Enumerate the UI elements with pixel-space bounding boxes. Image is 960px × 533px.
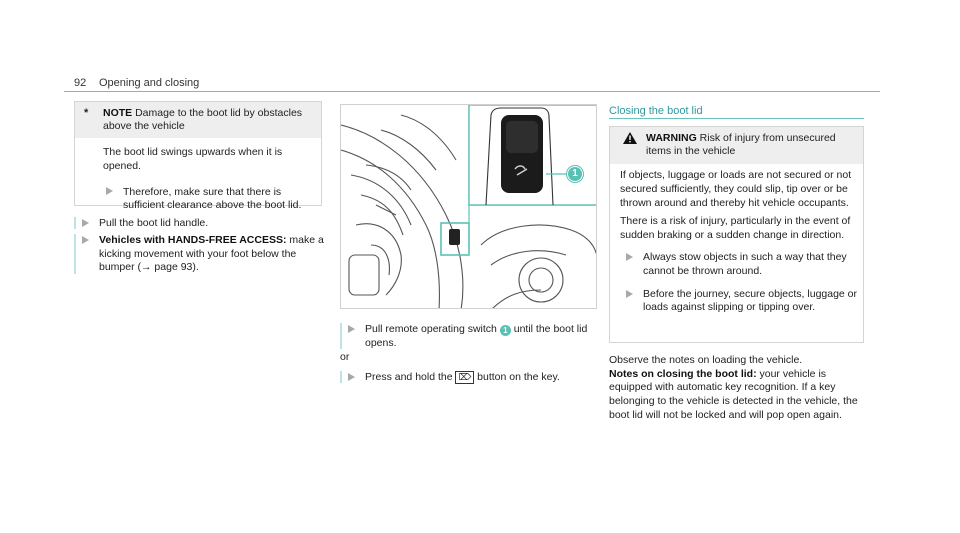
bullet-triangle-icon [626,253,633,261]
page-number: 92 [74,77,87,89]
step-pull-remote-switch [340,323,600,350]
or-text: or [340,351,350,363]
step-text: Pull remote operating switch [365,323,500,335]
note-icon: * [84,107,89,119]
arrow-icon: → [141,261,152,274]
step-pull-handle [74,217,324,231]
step-bar [74,217,76,229]
door-panel-illustration [341,105,597,309]
note-box [74,101,322,212]
warning-box [609,126,864,343]
step-hands-free [74,234,324,275]
bullet-triangle-icon [106,187,113,195]
bullet-triangle-icon [348,325,355,333]
bullet-triangle-icon [626,290,633,298]
section-title: Closing the boot lid [609,105,703,117]
observe-notes [609,354,871,422]
page-reference-link[interactable]: page 93). [151,261,199,274]
note-header [75,102,321,138]
warning-bullet [610,288,863,315]
warning-bullet [610,251,863,278]
observe-bold: Notes on closing the boot lid: [609,367,757,380]
boot-lid-key-icon: ⌦ [455,371,474,384]
header-rule [64,91,880,92]
warning-triangle-icon [623,132,637,144]
step-bold: Vehicles with HANDS-FREE ACCESS: [99,234,287,246]
observe-line: Observe the notes on loading the vehicle. [609,354,803,366]
step-press-key-button [340,371,600,385]
warning-body [610,164,863,242]
boot-lid-switch-figure [340,104,597,309]
note-bullet [103,186,315,213]
warning-paragraph: There is a risk of injury, particularly in the event of sudden braking or a sudden change in direction. [620,215,851,241]
warning-bullet-text: Before the journey, secure objects, luggage or loads against slipping or tipping over. [643,287,858,314]
warning-title: Risk of injury from unsecured items in the vehicle [646,132,836,158]
bullet-triangle-icon [82,236,89,244]
step-text: until the boot lid opens. [365,323,588,349]
step-bar [340,371,342,383]
section-rule [609,118,864,119]
observe-text: your vehicle is equipped with automatic key recognition. If a key belonging to the vehicle is detected in the vehicle, the boot lid will not be locked and will pop open again. [609,367,858,421]
warning-label: WARNING [646,132,697,144]
step-bar [74,234,76,274]
note-label: NOTE [103,107,133,119]
step-text: Pull the boot lid handle. [99,217,209,229]
note-bullet-text: Therefore, make sure that there is sufficient clearance above the boot lid. [123,185,302,212]
callout-marker: 1 [500,325,511,336]
observe-paragraph [609,368,871,423]
step-text: make a kicking movement with your foot below the bumper ( [99,234,324,274]
note-text: The boot lid swings upwards when it is opened. [103,146,283,172]
warning-paragraph: If objects, luggage or loads are not secured or not secured sufficiently, they could slip, tip over or be thrown around and thereby hit vehicle occupants. [620,169,852,209]
bullet-triangle-icon [82,219,89,227]
step-text: button on the key. [474,371,560,383]
warning-header [610,127,863,164]
note-title: Damage to the boot lid by obstacles above the vehicle [103,107,303,133]
note-body [75,138,321,213]
page-section-title: Opening and closing [99,77,200,89]
step-text: Press and hold the [365,371,456,383]
warning-bullet-text: Always stow objects in such a way that they cannot be thrown around. [643,251,847,278]
bullet-triangle-icon [348,373,355,381]
callout-marker: 1 [567,166,583,182]
step-bar [340,323,342,349]
